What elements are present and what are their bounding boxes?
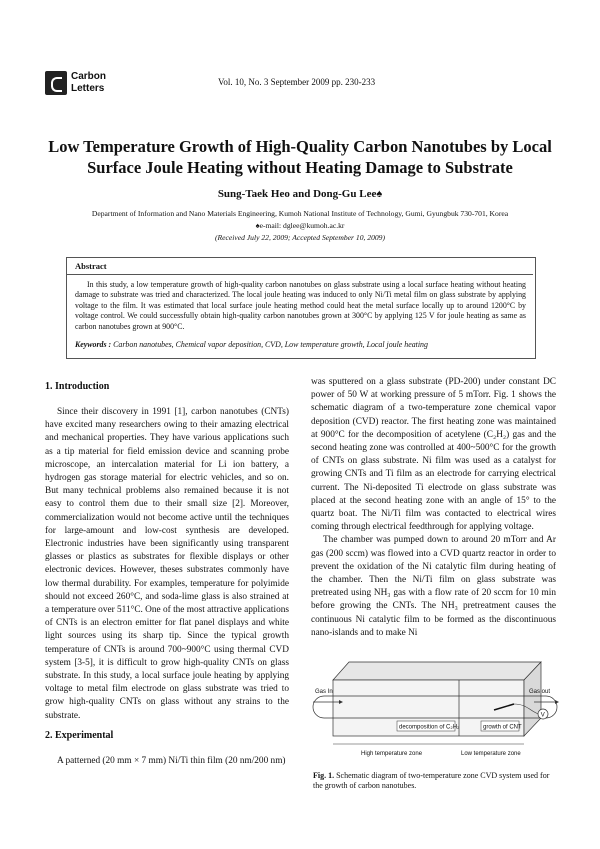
introduction-paragraph: Since their discovery in 1991 [1], carbon nanotubes (CNTs) have excited many researchers owing to their amazing electrical and mechanical properties. They have various applications such as a tip material for field emission device and scanning probe microscope, an intercalation material for Li ion battery, a hydrogen gas storage material for electric vehicles, and so on. But many technical problems also remained because it is not easy to control them due to their small size [2]. Moreover, commercialization would not become active until the techniques for large-amount and low-cost synthesis are developed. Electronic industries have been significantly using transparent glasses or plastics as substrates for flexible displays or other electronic devices. However, theses substrates commonly have low thermal durability. For examples, temperature for polyimide should not exceed 260°C, and soda-lime glass is also strained at a temperature over 511°C. One of the most attractive applications of CNTs is an electron emitter for flat panel displays and white light sources using its sharp tip. Since the typical growth temperature of CNTs is around 700~900°C using thermal CVD system [3-5], it is difficult to grow high-quality CNTs on glass substrate. In this study, a local surface joule heating by applying voltage to metal film electrode on glass substrate was tried to grow high-quality CNTs on glass without any strains to the substrate. [45,407,289,721]
affiliation: Department of Information and Nano Materials Engineering, Kumoh National Institute of Technology, Gumi, Gyungbuk 730-701, Korea [91,209,509,218]
abstract-text: In this study, a low temperature growth of high-quality carbon nanotubes on glass substrate using a local surface heating without heating damage to substrate was tried and characterized. The local joule heating was induced to only Ni/Ti metal film on glass substrate by applying voltage to the film. It was estimated that local surface joule heating method could heat the metal surface locally up to around 1200°C by voltage control. We could successfully obtain high-quality carbon nanotubes grown at 300°C by applying 125 V for joule heating as same as carbon nanotubes grown at 900°C. [75,280,526,331]
issue-info: Vol. 10, No. 3 September 2009 pp. 230-233 [218,77,376,87]
section-heading-introduction: 1. Introduction [45,381,110,392]
section-heading-experimental: 2. Experimental [45,730,114,741]
introduction-body [45,406,289,723]
zone2-label: growth of CNT [483,724,522,731]
right-paragraph-2: The chamber was pumped down to around 20 mTorr and Ar gas (200 sccm) was flowed into a CVD quartz reactor in order to prevent the oxidation of the Ni catalytic film during heating of the chamber. Then the Ni/Ti film on glass substrate was pretreated using NH₃ gas with a flow rate of 20 sccm for 10 min before growing the CNTs. The NH₃ pretreatment causes the continuous Ni catalytic film to be formed as the discontinuous nano-islands and to make Ni [311,535,556,638]
low-zone-label: Low temperature zone [461,751,521,757]
right-paragraph-1: was sputtered on a glass substrate (PD-200) under constant DC power of 50 W at working pressure of 5 mTorr. Fig. 1 shows the schematic diagram of a two-temperature zone chemical vapor deposition (CVD) reactor. The first heating zone was maintained at 900°C for the decomposition of acetylene (C₂H₂) gas and the second heating zone was controlled at 400~500°C for the growth of CNTs on glass substrate. Ni film was used as a catalyst for growing CNTs and Ti film as an electrode for carrying electrical current. The Ni-deposited Ti electrode on glass substrate was placed at the second heating zone with an angle of 15° to the quartz boat. The Ni/Ti film was contacted to electrical wires coming through electrical feedthrough for applying voltage. [311,377,556,533]
voltage-label: V [540,712,545,719]
abstract-heading: Abstract [75,261,107,271]
abstract-divider [67,274,533,275]
title-line-2: Surface Joule Heating without Heating Damage to Substrate [87,158,513,177]
gas-in-label: Gas In [315,689,333,695]
gas-out-arrowhead [555,700,559,704]
keywords-label: Keywords : [75,340,112,349]
journal-logo-icon [45,71,67,95]
authors: Sung-Taek Heo and Dong-Gu Lee♠ [217,188,383,200]
title-line-1: Low Temperature Growth of High-Quality Carbon Nanotubes by Local [48,137,552,156]
reactor-tube-top [333,662,541,680]
cvd-schematic-figure [309,652,559,770]
received-dates: (Received July 22, 2009; Accepted September 10, 2009) [214,233,386,242]
keywords [75,340,526,349]
email: ♠e-mail: dglee@kumoh.ac.kr [255,221,345,230]
experimental-paragraph: A patterned (20 mm × 7 mm) Ni/Ti thin film (20 nm/200 nm) [57,756,286,766]
figure-caption-label: Fig. 1. [313,771,335,780]
high-zone-label: High temperature zone [361,751,423,757]
zone1-label: decomposition of C₂H₂ [399,724,460,731]
journal-logo-text [71,71,106,95]
keywords-list: Carbon nanotubes, Chemical vapor deposition, CVD, Low temperature growth, Local joule heating [111,340,428,349]
right-column-body [311,376,556,640]
experimental-body [45,755,289,768]
logo-line-1: Carbon [71,71,106,82]
gas-out-label: Gas out [529,689,551,695]
paper-title [40,136,560,178]
figure-caption-text: Schematic diagram of two-temperature zone CVD system used for the growth of carbon nanotubes. [313,771,550,790]
figure-caption [313,771,558,791]
logo-line-2: Letters [71,83,105,94]
